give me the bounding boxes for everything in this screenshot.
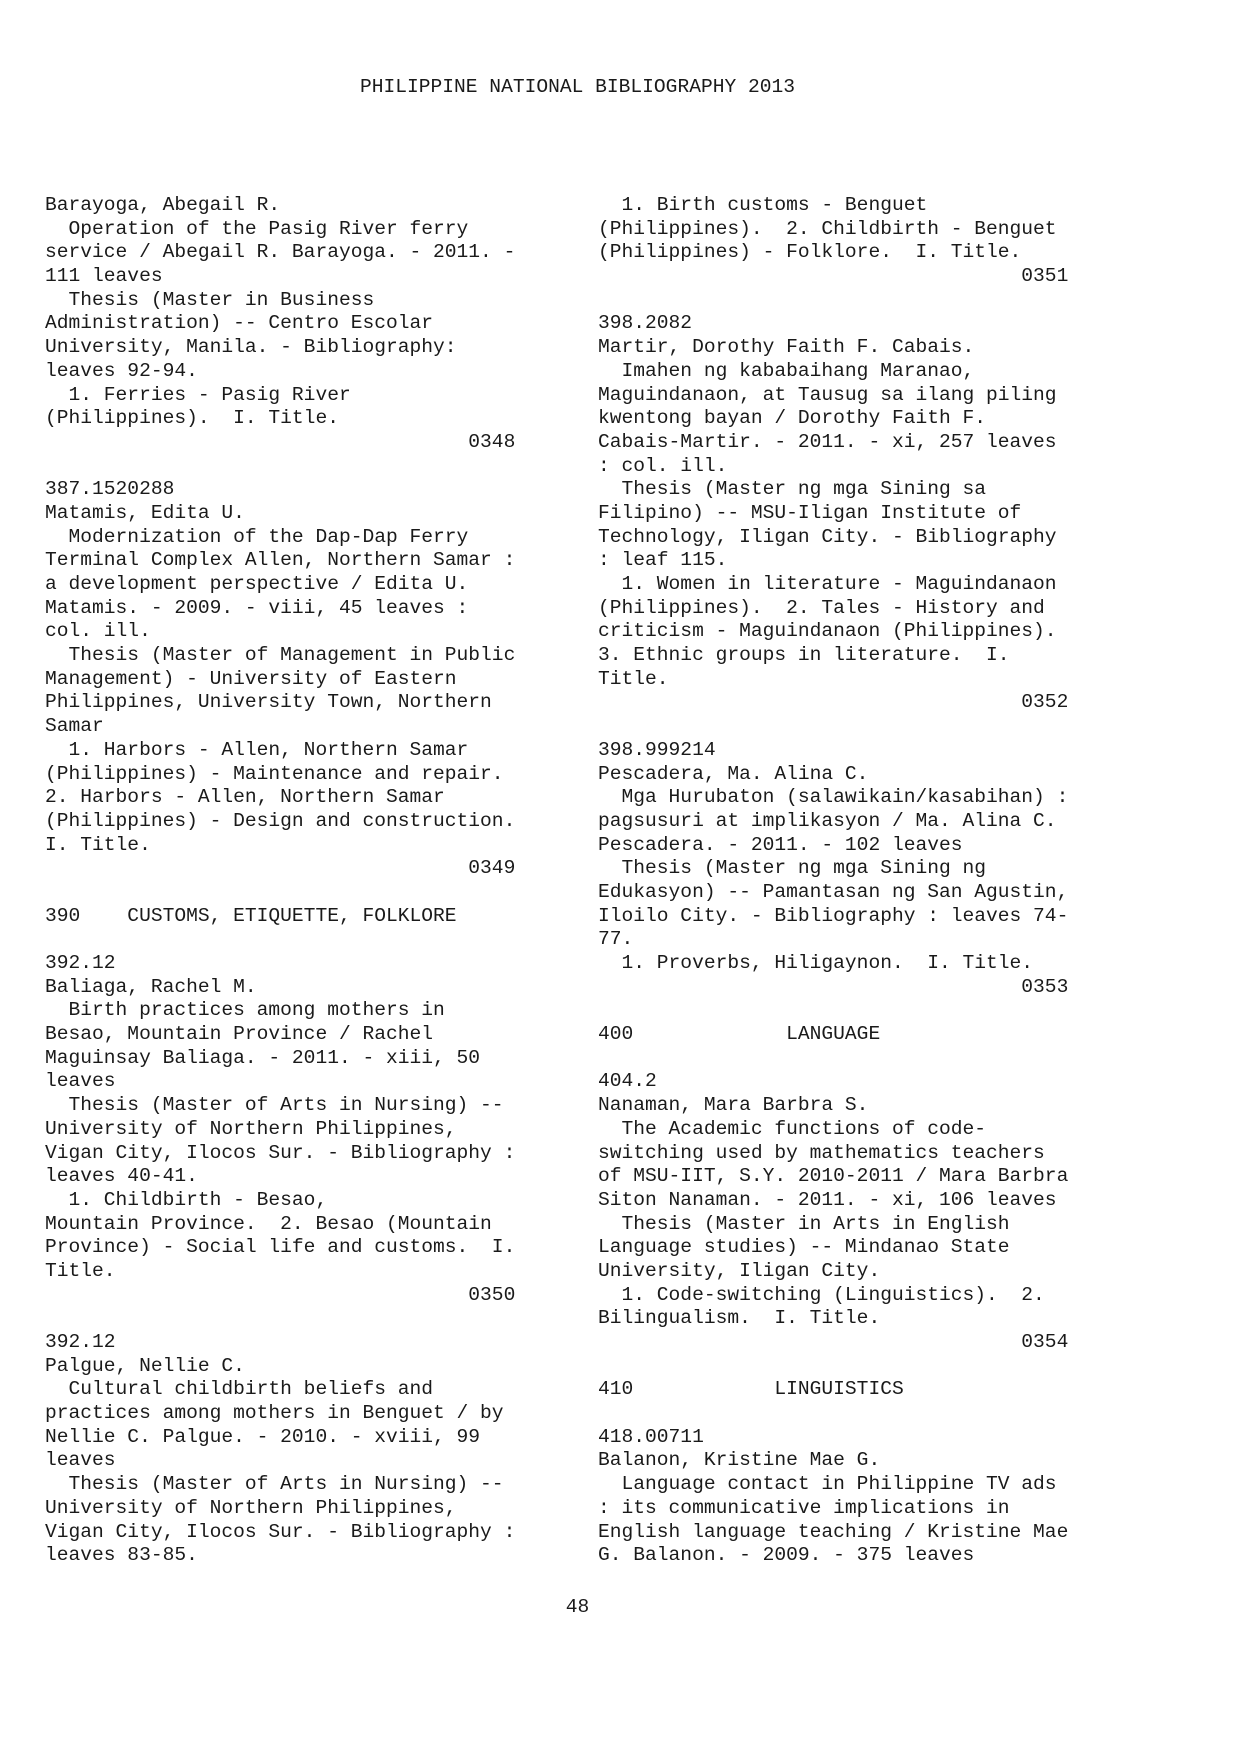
- text-line: Administration) -- Centro Escolar: [45, 312, 434, 335]
- text-line: Samar: [45, 715, 104, 738]
- text-line: University, Manila. - Bibliography:: [45, 336, 457, 359]
- text-line: Iloilo City. - Bibliography : leaves 74-: [598, 904, 1069, 927]
- text-line: University of Northern Philippines,: [45, 1117, 457, 1140]
- text-line: 0352: [598, 691, 1069, 714]
- text-line: English language teaching / Kristine Mae: [598, 1520, 1069, 1543]
- text-line: Besao, Mountain Province / Rachel: [45, 1023, 434, 1046]
- text-line: 0353: [598, 975, 1069, 998]
- page-number: 48: [565, 1596, 590, 1618]
- text-line: University of Northern Philippines,: [45, 1496, 457, 1519]
- text-line: (Philippines) - Folklore. I. Title.: [598, 241, 1022, 264]
- text-line: [45, 455, 555, 479]
- text-line: 1. Birth customs - Benguet: [598, 194, 928, 216]
- text-line: Modernization of the Dap-Dap Ferry: [45, 525, 469, 548]
- text-line: Nanaman, Mara Barbra S.: [598, 1094, 869, 1117]
- text-line: 387.1520288: [45, 478, 175, 501]
- text-line: 1. Proverbs, Hiligaynon. I. Title.: [598, 952, 1034, 974]
- text-line: 0348: [45, 430, 516, 453]
- text-line: Filipino) -- MSU-Iligan Institute of: [598, 501, 1022, 524]
- text-line: Title.: [45, 1259, 116, 1282]
- text-line: kwentong bayan / Dorothy Faith F.: [598, 407, 987, 430]
- text-line: 0350: [45, 1283, 516, 1306]
- text-line: 410 LINGUISTICS: [598, 1378, 904, 1401]
- text-line: Palgue, Nellie C.: [45, 1354, 245, 1377]
- text-line: (Philippines). 2. Childbirth - Benguet: [598, 217, 1057, 240]
- text-line: Birth practices among mothers in: [45, 999, 445, 1022]
- text-line: : col. ill.: [598, 454, 728, 477]
- text-line: practices among mothers in Benguet / by: [45, 1402, 504, 1425]
- text-line: 400 LANGUAGE: [598, 1023, 881, 1046]
- text-line: Title.: [598, 667, 669, 690]
- bibliography-column-right: [598, 194, 1108, 1568]
- text-line: 0351: [598, 265, 1069, 288]
- text-line: 1. Childbirth - Besao,: [45, 1188, 328, 1211]
- text-line: Mountain Province. 2. Besao (Mountain: [45, 1212, 492, 1235]
- text-line: 0354: [598, 1331, 1069, 1353]
- text-line: leaves 92-94.: [45, 359, 198, 382]
- text-line: Language studies) -- Mindanao State: [598, 1236, 1010, 1259]
- text-line: [45, 928, 555, 952]
- text-line: [598, 1355, 1108, 1379]
- text-line: Thesis (Master in Arts in English: [598, 1212, 1010, 1235]
- text-line: Operation of the Pasig River ferry: [45, 217, 469, 240]
- text-line: [598, 1047, 1108, 1071]
- text-line: Vigan City, Ilocos Sur. - Bibliography :: [45, 1520, 516, 1543]
- text-line: Bilingualism. I. Title.: [598, 1307, 881, 1330]
- text-line: (Philippines) - Maintenance and repair.: [45, 762, 504, 785]
- text-line: 1. Women in literature - Maguindanaon: [598, 573, 1057, 595]
- text-line: 398.999214: [598, 738, 716, 761]
- text-line: 418.00711: [598, 1425, 704, 1448]
- text-line: I. Title.: [45, 833, 151, 856]
- text-line: col. ill.: [45, 620, 151, 643]
- text-line: Management) - University of Eastern: [45, 667, 457, 690]
- text-line: 1. Harbors - Allen, Northern Samar: [45, 738, 469, 761]
- bibliography-column-left: [45, 194, 555, 1568]
- text-line: Siton Nanaman. - 2011. - xi, 106 leaves: [598, 1188, 1057, 1211]
- text-line: Thesis (Master of Management in Public: [45, 644, 516, 667]
- text-line: Thesis (Master ng mga Sining ng: [598, 857, 987, 880]
- text-line: 1. Code-switching (Linguistics). 2.: [598, 1283, 1045, 1306]
- text-line: 0349: [45, 857, 516, 880]
- text-line: Imahen ng kababaihang Maranao,: [598, 359, 975, 382]
- text-line: leaves 83-85.: [45, 1544, 198, 1567]
- text-line: Thesis (Master of Arts in Nursing) --: [45, 1094, 504, 1117]
- text-line: leaves: [45, 1070, 116, 1093]
- text-line: University, Iligan City.: [598, 1259, 881, 1282]
- text-line: Cultural childbirth beliefs and: [45, 1378, 434, 1401]
- text-line: Pescadera. - 2011. - 102 leaves: [598, 833, 963, 856]
- text-line: 2. Harbors - Allen, Northern Samar: [45, 786, 445, 809]
- text-line: of MSU-IIT, S.Y. 2010-2011 / Mara Barbra: [598, 1165, 1069, 1188]
- text-line: (Philippines). 2. Tales - History and: [598, 596, 1045, 619]
- text-line: Martir, Dorothy Faith F. Cabais.: [598, 336, 975, 359]
- text-line: Matamis, Edita U.: [45, 501, 245, 524]
- text-line: [598, 1402, 1108, 1426]
- text-line: Terminal Complex Allen, Northern Samar :: [45, 549, 516, 572]
- text-line: Maguindanaon, at Tausug sa ilang piling: [598, 383, 1057, 406]
- text-line: Thesis (Master in Business: [45, 288, 375, 311]
- text-line: : its communicative implications in: [598, 1496, 1010, 1519]
- text-line: Cabais-Martir. - 2011. - xi, 257 leaves: [598, 430, 1057, 453]
- text-line: service / Abegail R. Barayoga. - 2011. -: [45, 241, 516, 264]
- text-line: Language contact in Philippine TV ads: [598, 1473, 1057, 1496]
- text-line: Thesis (Master ng mga Sining sa: [598, 478, 987, 501]
- text-line: 398.2082: [598, 312, 693, 335]
- text-line: : leaf 115.: [598, 549, 728, 572]
- text-line: G. Balanon. - 2009. - 375 leaves: [598, 1544, 975, 1567]
- text-line: (Philippines) - Design and construction.: [45, 809, 516, 832]
- text-line: pagsusuri at implikasyon / Ma. Alina C.: [598, 809, 1057, 832]
- text-line: [598, 999, 1108, 1023]
- text-line: 3. Ethnic groups in literature. I.: [598, 644, 1010, 667]
- text-line: criticism - Maguindanaon (Philippines).: [598, 620, 1057, 643]
- text-line: Maguinsay Baliaga. - 2011. - xiii, 50: [45, 1046, 481, 1069]
- text-line: leaves 40-41.: [45, 1165, 198, 1188]
- text-line: Barayoga, Abegail R.: [45, 194, 281, 216]
- text-line: 392.12: [45, 952, 116, 974]
- text-line: Nellie C. Palgue. - 2010. - xviii, 99: [45, 1425, 481, 1448]
- text-line: Technology, Iligan City. - Bibliography: [598, 525, 1057, 548]
- text-line: The Academic functions of code-: [598, 1117, 987, 1140]
- text-line: 111 leaves: [45, 265, 163, 288]
- text-line: Baliaga, Rachel M.: [45, 975, 257, 998]
- text-line: 1. Ferries - Pasig River: [45, 383, 351, 406]
- text-line: Edukasyon) -- Pamantasan ng San Agustin,: [598, 880, 1069, 903]
- text-line: [45, 881, 555, 905]
- text-line: Vigan City, Ilocos Sur. - Bibliography :: [45, 1141, 516, 1164]
- text-line: Matamis. - 2009. - viii, 45 leaves :: [45, 596, 469, 619]
- text-line: Philippines, University Town, Northern: [45, 691, 492, 714]
- page-header-title: PHILIPPINE NATIONAL BIBLIOGRAPHY 2013: [359, 76, 796, 98]
- text-line: 392.12: [45, 1331, 116, 1353]
- text-line: leaves: [45, 1449, 116, 1472]
- text-line: [598, 289, 1108, 313]
- text-line: 77.: [598, 928, 634, 951]
- text-line: Thesis (Master of Arts in Nursing) --: [45, 1473, 504, 1496]
- text-line: Balanon, Kristine Mae G.: [598, 1449, 881, 1472]
- text-line: Pescadera, Ma. Alina C.: [598, 762, 869, 785]
- text-line: [598, 715, 1108, 739]
- text-line: switching used by mathematics teachers: [598, 1141, 1045, 1164]
- text-line: Mga Hurubaton (salawikain/kasabihan) :: [598, 786, 1069, 809]
- text-line: 390 CUSTOMS, ETIQUETTE, FOLKLORE: [45, 904, 457, 927]
- text-line: (Philippines). I. Title.: [45, 407, 339, 430]
- text-line: a development perspective / Edita U.: [45, 573, 469, 595]
- text-line: Province) - Social life and customs. I.: [45, 1236, 516, 1259]
- text-line: 404.2: [598, 1070, 657, 1093]
- text-line: [45, 1307, 555, 1331]
